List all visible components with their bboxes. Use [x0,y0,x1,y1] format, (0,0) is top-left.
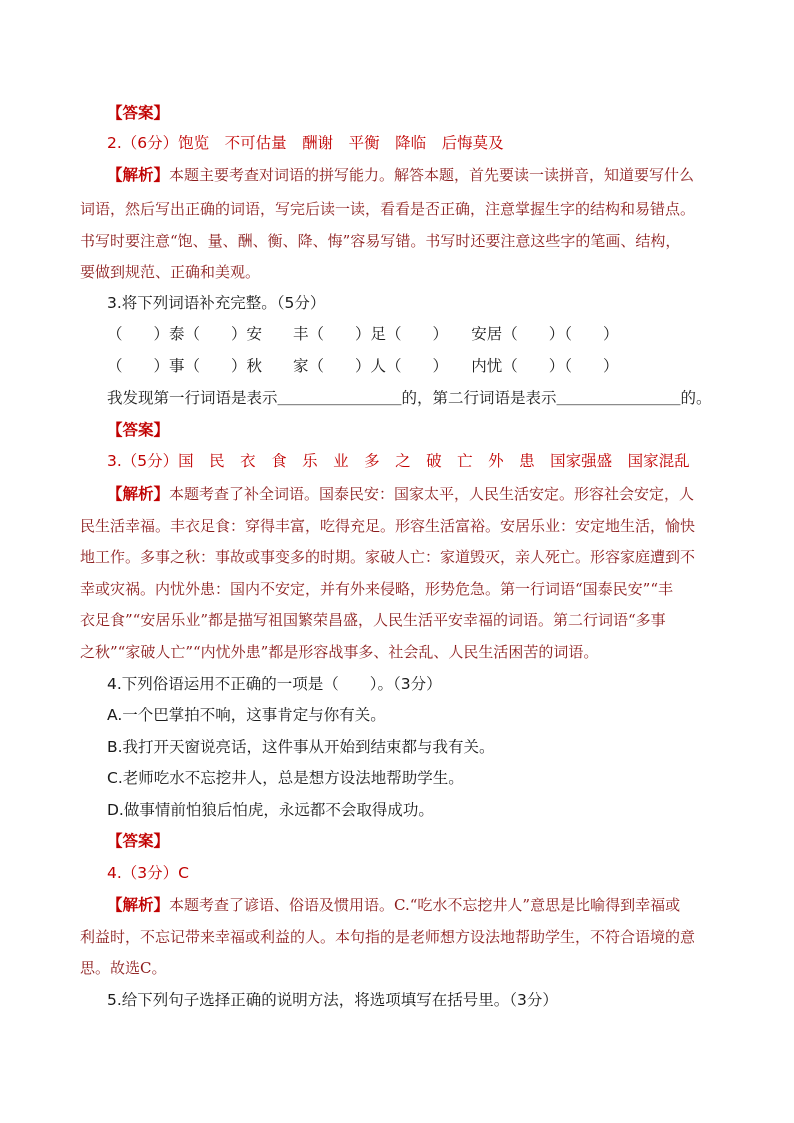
explanation-line: 利益时，不忘记带来幸福或利益的人。本句指的是老师想方设法地帮助学生，不符合语境的意 [80,928,696,946]
explanation-line: 【解析】本题主要考查对词语的拼写能力。解答本题，首先要读一读拼音，知道要写什么 [107,166,695,184]
answer-tag: 【答案】 [107,104,170,122]
explanation-tag: 【解析】 [107,166,170,184]
explanation-line: 民生活幸福。丰衣足食：穿得丰富，吃得充足。形容生活富裕。安居乐业：安定地生活，愉快 [80,517,696,535]
question-title: 3.将下列词语补充完整。（5分） [107,294,326,312]
explanation-line: 之秋”“家破人亡”“内忧外患”都是形容战事多、社会乱、人民生活困苦的词语。 [80,643,599,661]
explanation-line: 衣足食”“安居乐业”都是描写祖国繁荣昌盛，人民生活平安幸福的词语。第二行词语“多事 [80,611,666,629]
answer-line: 2.（6分）饱览 不可估量 酬谢 平衡 降临 后悔莫及 [107,134,504,152]
explanation-line: 幸或灾祸。内忧外患：国内不安定，并有外来侵略，形势危急。第一行词语“国泰民安”“丰 [80,580,674,598]
fill-row-2: （ ）事（ ）秋 家（ ）人（ ） 内忧（ ）（ ） [107,357,619,375]
answer-tag: 【答案】 [107,421,170,439]
answer-line: 3.（5分）国 民 衣 食 乐 业 多 之 破 亡 外 患 国家强盛 国家混乱 [107,452,690,470]
question-title: 4.下列俗语运用不正确的一项是（ ）。（3分） [107,675,442,693]
option-d: D.做事情前怕狼后怕虎，永远都不会取得成功。 [107,801,434,819]
explanation-line: 地工作。多事之秋：事故或事变多的时期。家破人亡：家道毁灭，亲人死亡。形容家庭遭到不 [80,548,696,566]
explanation-tag: 【解析】 [107,485,170,503]
discover-sentence: 我发现第一行词语是表示＿＿＿＿＿＿＿＿的，第二行词语是表示＿＿＿＿＿＿＿＿的。 [107,389,712,407]
option-c: C.老师吃水不忘挖井人，总是想方设法地帮助学生。 [107,769,464,787]
explanation-line: 书写时要注意“饱、量、酬、衡、降、悔”容易写错。书写时还要注意这些字的笔画、结构， [80,232,681,250]
explanation-line: 【解析】本题考查了谚语、俗语及惯用语。C.“吃水不忘挖井人”意思是比喻得到幸福或 [107,896,681,914]
answer-line: 4.（3分）C [107,864,189,882]
option-a: A.一个巴掌拍不响，这事肯定与你有关。 [107,706,386,724]
explanation-line: 词语，然后写出正确的词语，写完后读一读，看看是否正确，注意掌握生字的结构和易错点。 [80,200,696,218]
explanation-line: 【解析】本题考查了补全词语。国泰民安：国家太平，人民生活安定。形容社会安定，人 [107,485,695,503]
answer-tag: 【答案】 [107,832,170,850]
option-b: B.我打开天窗说亮话，这件事从开始到结束都与我有关。 [107,738,495,756]
explanation-line: 要做到规范、正确和美观。 [80,263,261,281]
explanation-tag: 【解析】 [107,896,170,914]
question-title: 5.给下列句子选择正确的说明方法，将选项填写在括号里。（3分） [107,991,558,1009]
explanation-line: 思。故选C。 [80,959,167,977]
fill-row-1: （ ）泰（ ）安 丰（ ）足（ ） 安居（ ）（ ） [107,325,619,343]
